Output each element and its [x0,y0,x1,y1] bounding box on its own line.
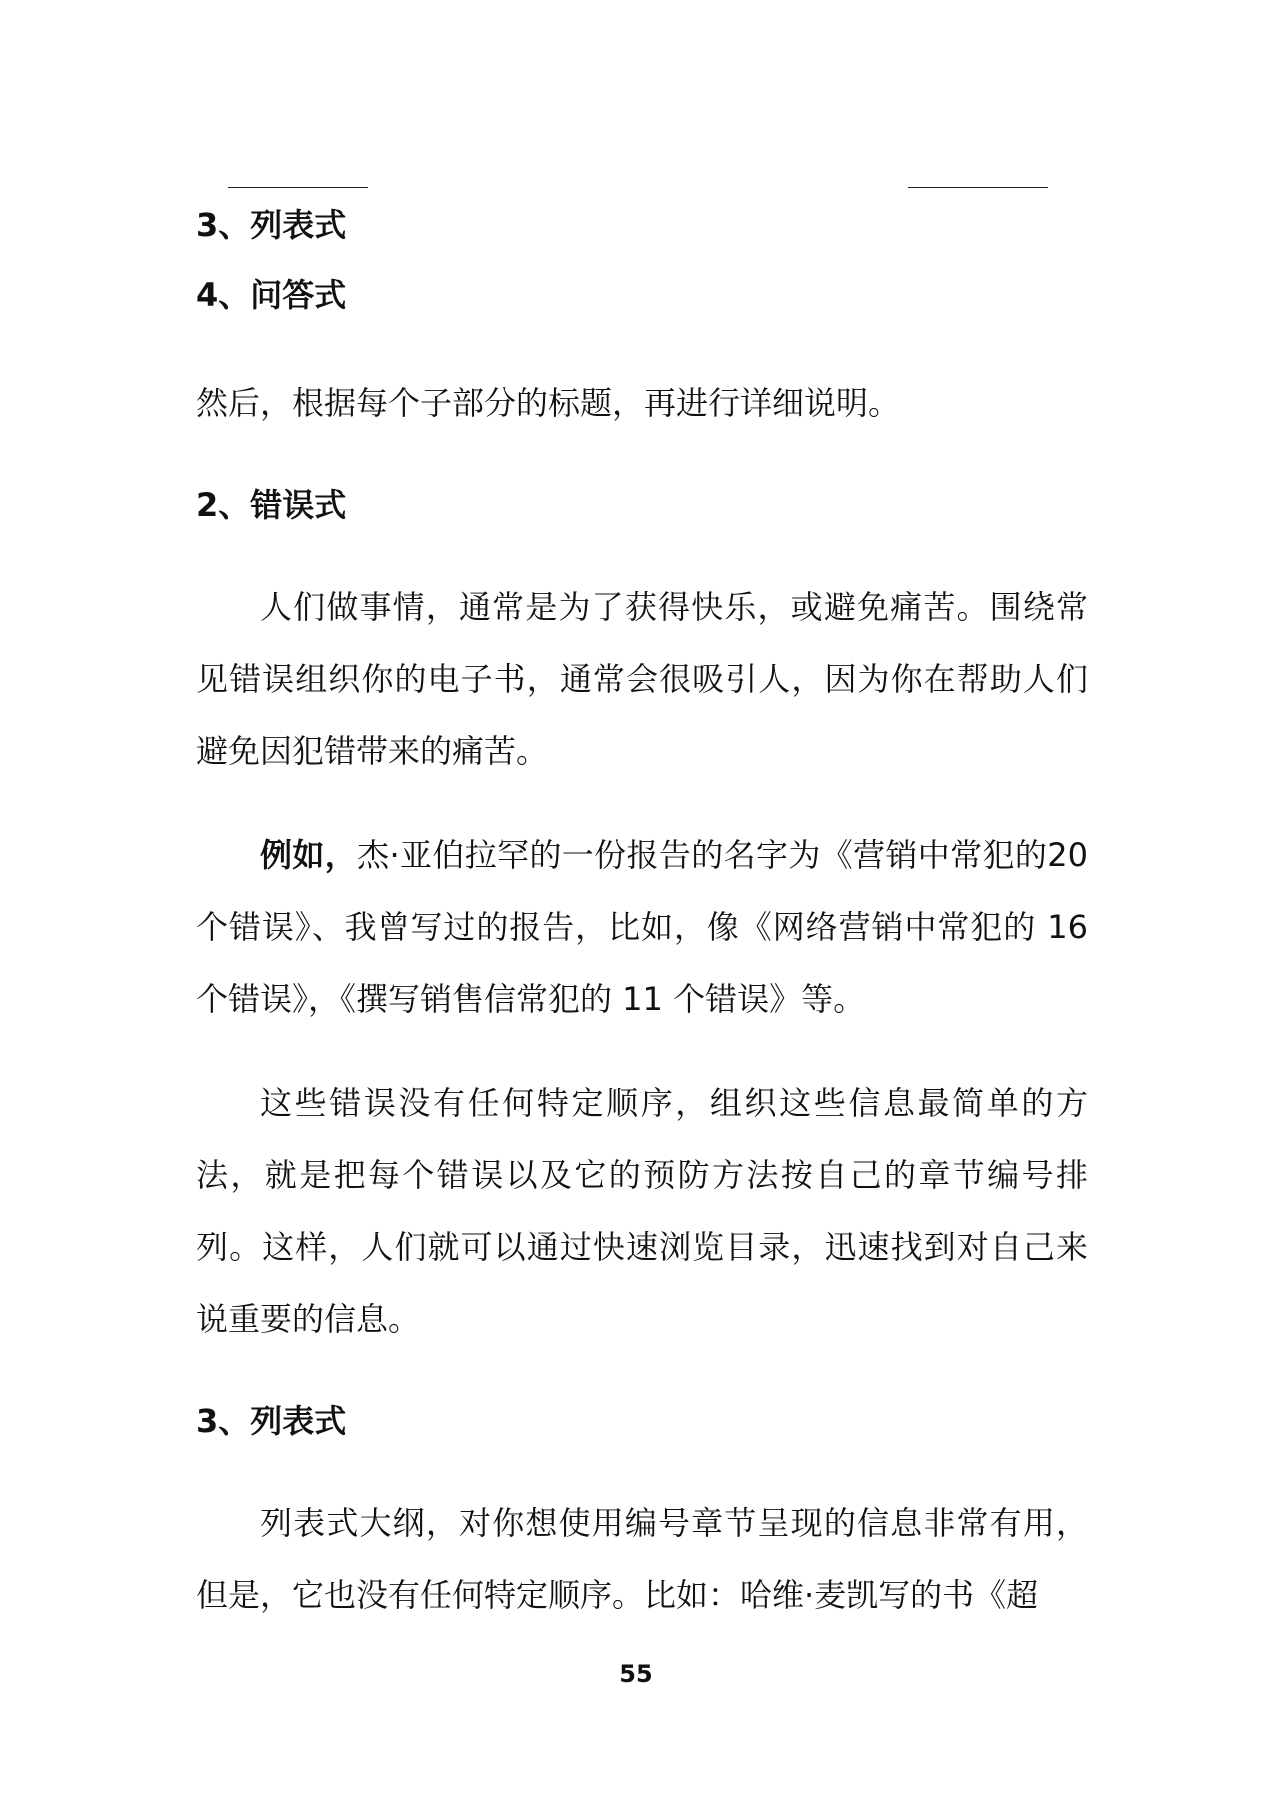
heading-list-style-bottom: 3、列表式 [196,1402,347,1440]
heading-qa-style: 4、问答式 [196,276,347,314]
page-number: 55 [619,1660,653,1688]
paragraph-1: 人们做事情，通常是为了获得快乐，或避免痛苦。围绕常见错误组织你的电子书，通常会很吸引人，因为你在帮助人们避免因犯错带来的痛苦。 [196,588,1088,770]
paragraph-2-lead: 例如， [260,836,358,874]
intro-paragraph: 然后，根据每个子部分的标题，再进行详细说明。 [196,384,901,422]
paragraph-4: 列表式大纲，对你想使用编号章节呈现的信息非常有用，但是，它也没有任何特定顺序。比如：哈维·麦凯写的书《超 [196,1504,1088,1614]
page-content [196,200,1088,1631]
heading-list-style-top: 3、列表式 [196,206,347,244]
heading-error-style: 2、错误式 [196,486,347,524]
paragraph-2-body: 杰·亚伯拉罕的一份报告的名字为《营销中常犯的20 个错误》、我曾写过的报告，比如，像《网络营销中常犯的 16 个错误》，《撰写销售信常犯的 11 个错误》等。 [196,836,1088,1018]
top-left-rule [228,187,368,188]
paragraph-3: 这些错误没有任何特定顺序，组织这些信息最简单的方法，就是把每个错误以及它的预防方法按自己的章节编号排列。这样，人们就可以通过快速浏览目录，迅速找到对自己来说重要的信息。 [196,1084,1088,1338]
paragraph-2 [196,819,1088,1035]
top-right-rule [908,187,1048,188]
